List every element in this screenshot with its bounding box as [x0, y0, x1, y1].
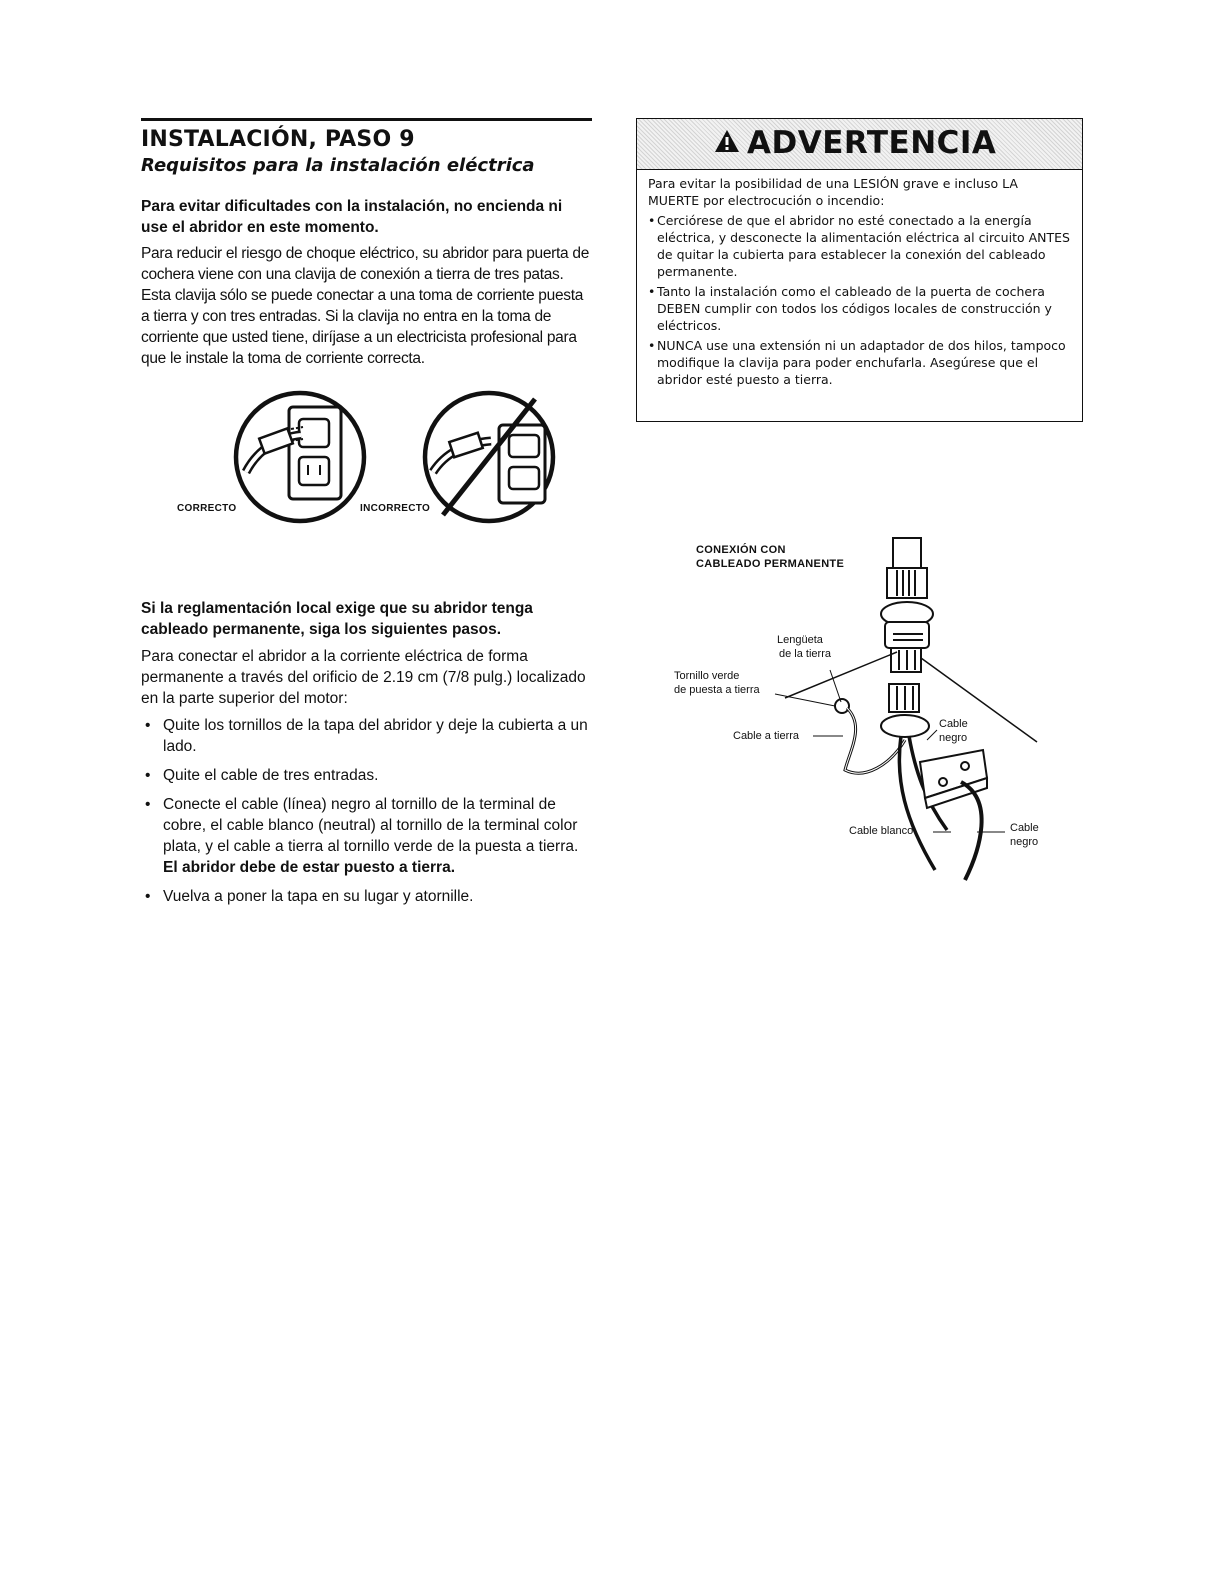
list-item: • Vuelva a poner la tapa en su lugar y atornille. [141, 886, 592, 907]
wiring-title-line1: CONEXIÓN CON [696, 544, 786, 556]
step3-text: Conecte el cable (línea) negro al tornillo de la terminal de cobre, el cable blanco (neutral) al tornillo de la terminal color plata, y el cable a tierra al tornillo verde de la puesta a tierra. [163, 796, 579, 855]
wiring-title-line2: CABLEADO PERMANENTE [696, 558, 845, 570]
list-item: • NUNCA use una extensión ni un adaptador de dos hilos, tampoco modifique la clavija para poder enchufarla. Asegúrese que el abridor esté puesto a tierra. [648, 337, 1072, 388]
correct-label: CORRECTO [177, 503, 237, 514]
warning-title: ADVERTENCIA [747, 125, 997, 161]
step3-bold: El abridor debe de estar puesto a tierra. [163, 859, 456, 876]
screw-label-line2: de puesta a tierra [674, 684, 760, 696]
tab-label-line1: Lengüeta [777, 634, 823, 646]
wiring-figure [665, 530, 1085, 890]
list-item: • Cerciórese de que el abridor no esté conectado a la energía eléctrica, y desconecte la alimentación eléctrica al circuito ANTES de quitar la cubierta para establecer la conexión del cableado permanente. [648, 212, 1072, 280]
warning-intro: Para evitar la posibilidad de una LESIÓN grave e incluso LA MUERTE por electrocución o incendio: [648, 176, 1018, 208]
list-item: • Tanto la instalación como el cableado de la puerta de cochera DEBEN cumplir con todos los códigos locales de construcción y eléctricos. [648, 283, 1072, 334]
list-item [141, 794, 592, 878]
black-wire-b-label-line2: negro [1010, 836, 1039, 848]
white-wire-label: Cable blanco [849, 825, 914, 837]
ground-wire-label: Cable a tierra [733, 730, 800, 742]
list-item: • Quite el cable de tres entradas. [141, 765, 592, 786]
intro-warning-text: Para evitar dificultades con la instalación, no encienda ni use el abridor en este momento. [141, 198, 563, 236]
black-wire-b-label-line1: Cable [1010, 822, 1039, 834]
step-title: INSTALACIÓN, PASO 9 [141, 127, 415, 152]
section-rule [141, 118, 592, 121]
left-column [141, 118, 592, 915]
warning-triangle-icon [714, 129, 740, 153]
permanent-wiring-paragraph: Para conectar el abridor a la corriente eléctrica de forma permanente a través del orificio de 2.19 cm (7/8 pulg.) localizado en la parte superior del motor: [141, 648, 586, 707]
black-wire-label-line1: Cable [939, 718, 968, 730]
screw-label-line1: Tornillo verde [674, 670, 740, 682]
incorrect-label: INCORRECTO [360, 503, 431, 514]
incorrect-plug-drawing [425, 393, 553, 521]
permanent-wiring-heading: Si la reglamentación local exige que su abridor tenga cableado permanente, siga los siguientes pasos. [141, 600, 533, 638]
step-subtitle: Requisitos para la instalación eléctrica [141, 155, 535, 176]
wiring-steps-list [141, 715, 592, 907]
correct-plug-drawing [236, 393, 364, 521]
plug-figure [141, 377, 592, 582]
warning-body [637, 170, 1082, 388]
black-wire-label-line2: negro [939, 732, 968, 744]
tab-label-line2: de la tierra [779, 648, 831, 660]
list-item: • Quite los tornillos de la tapa del abridor y deje la cubierta a un lado. [141, 715, 592, 757]
warning-header [637, 119, 1082, 170]
intro-paragraph: Para reducir el riesgo de choque eléctrico, su abridor para puerta de cochera viene con una clavija de conexión a tierra de tres patas. Esta clavija sólo se puede conectar a una toma de corriente puesta a tierra y con tres entradas. Si la clavija no entra en la toma de corriente que usted tiene, diríjase a un electricista profesional para que le instale la toma de corriente correcta. [141, 245, 590, 367]
warning-list [648, 212, 1072, 388]
plug-illustration [141, 377, 592, 582]
warning-box [636, 118, 1083, 422]
